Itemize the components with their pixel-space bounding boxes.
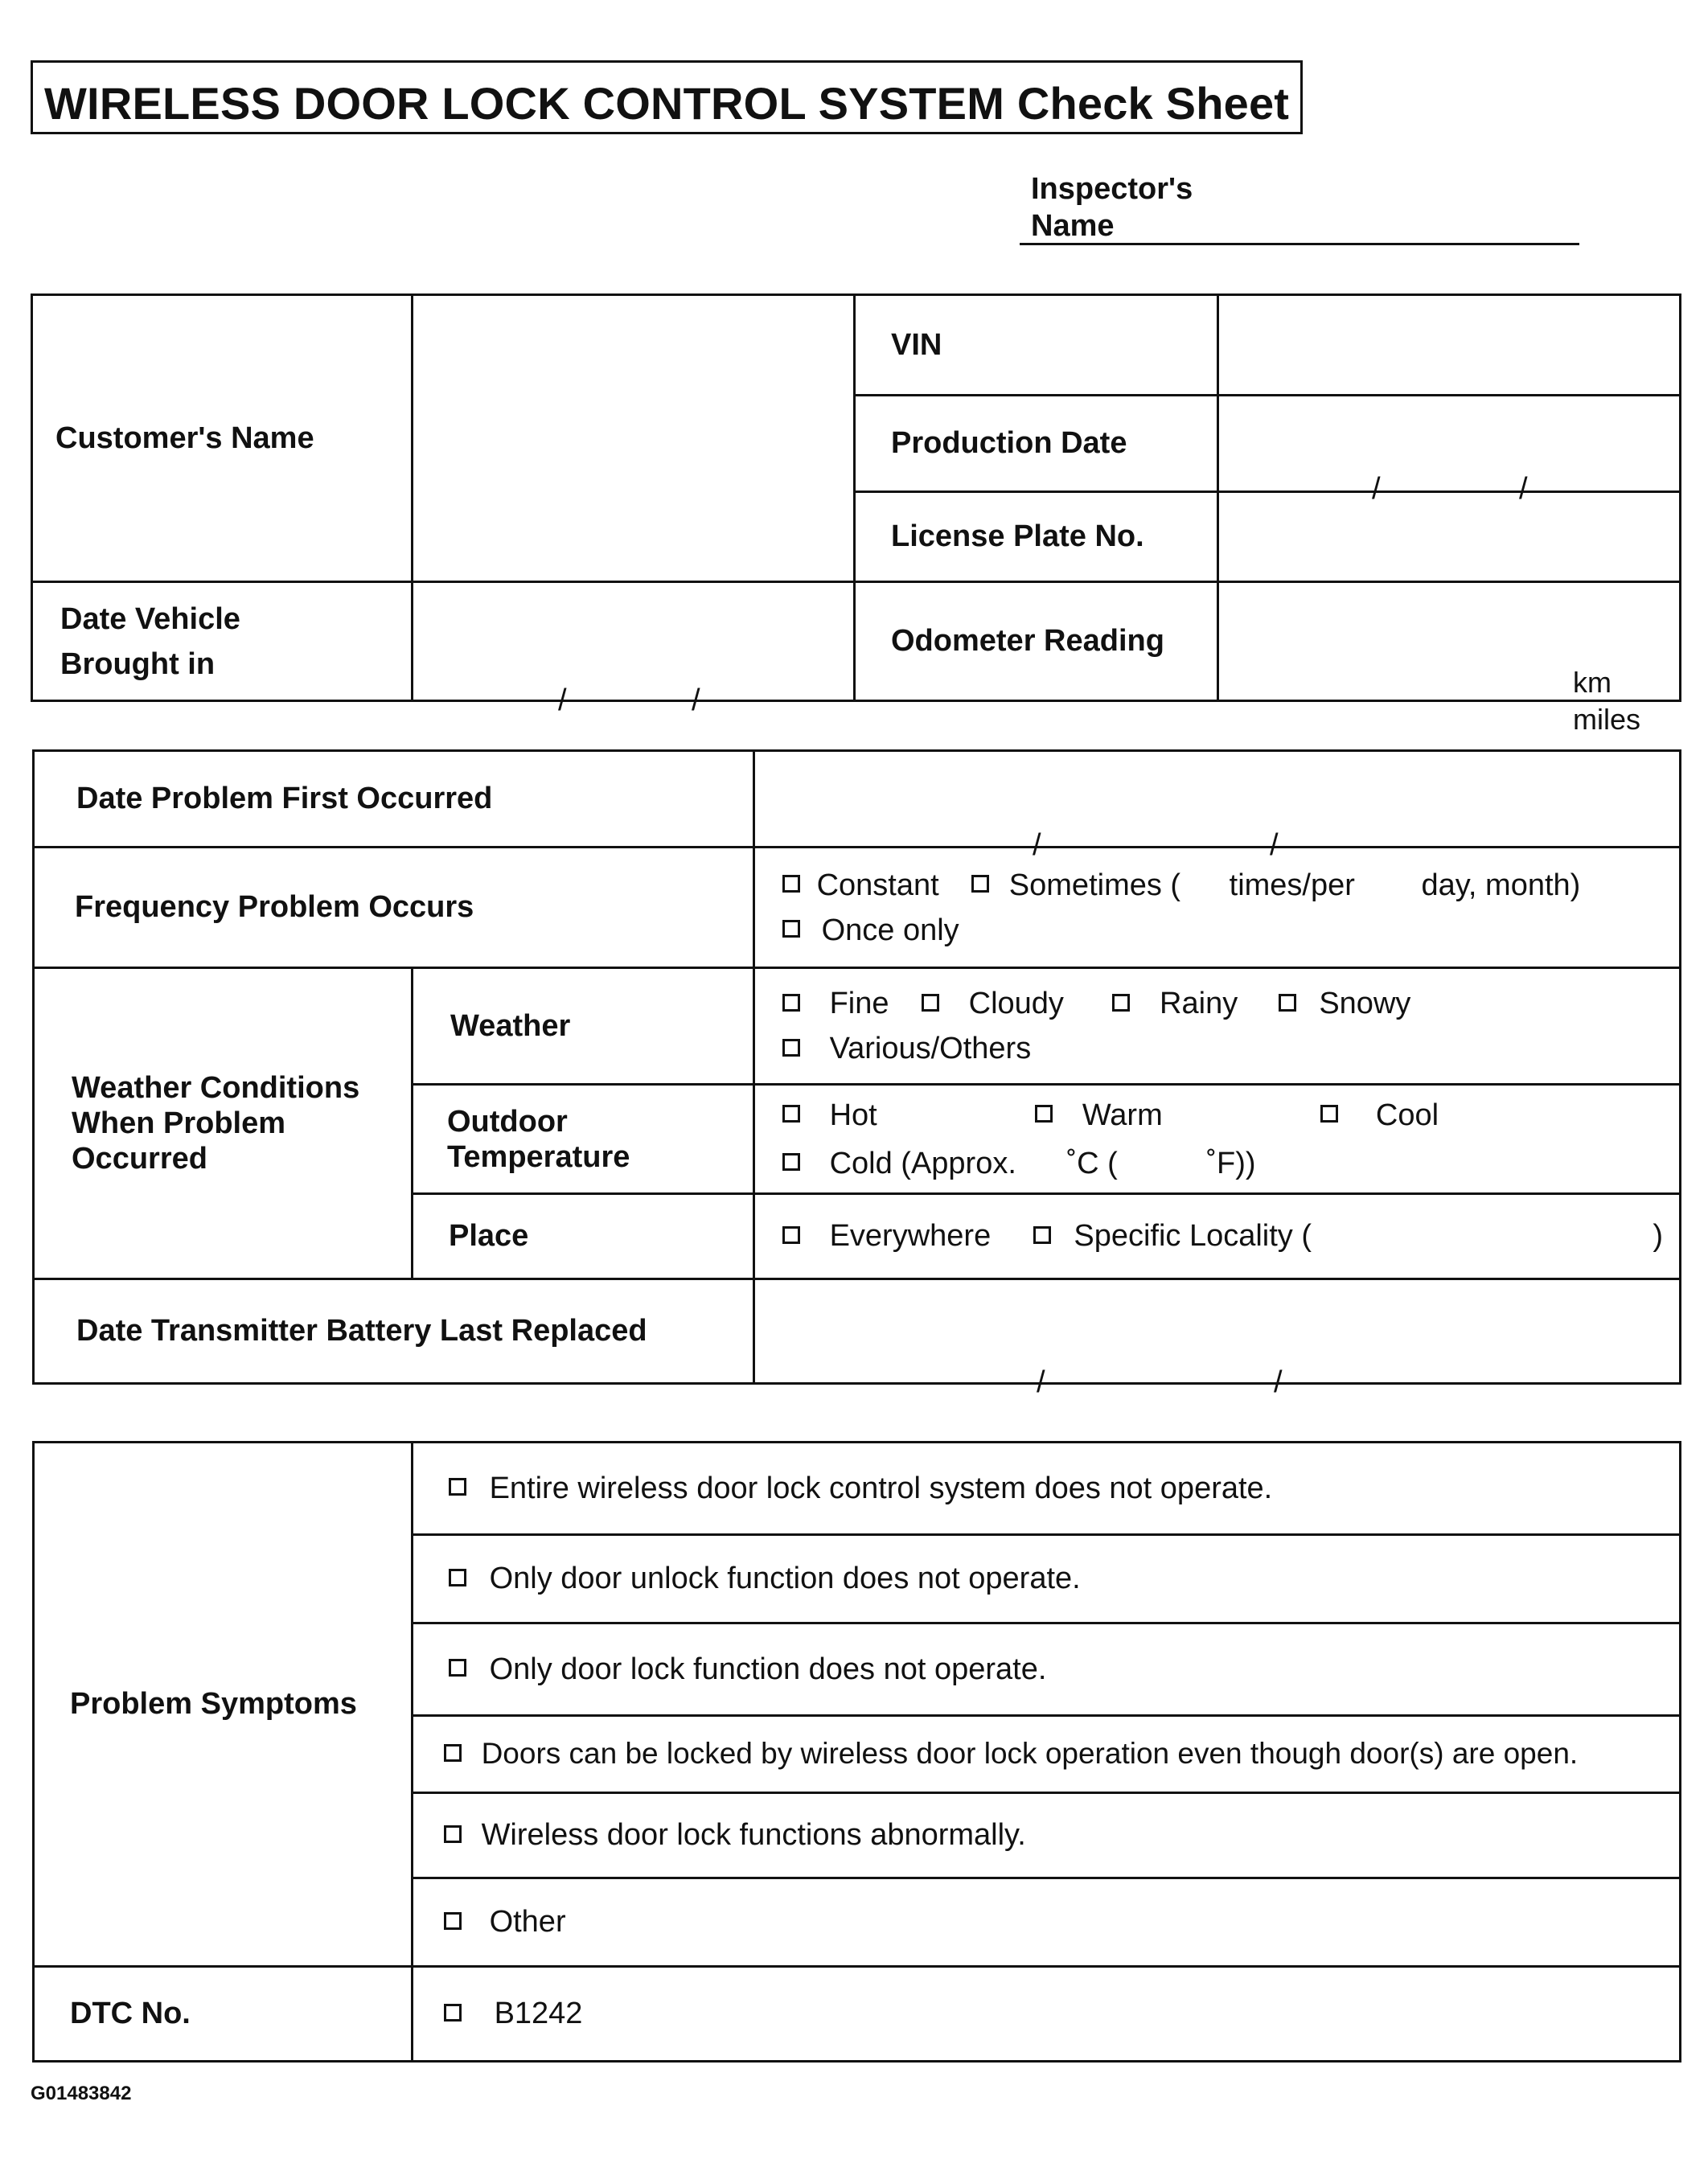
symptom-row (413, 1878, 1681, 1967)
option-day-month: day, month) (1421, 868, 1581, 902)
vin-label: VIN (855, 295, 1218, 396)
checkbox-sometimes[interactable] (971, 875, 989, 893)
production-date-field[interactable] (1218, 396, 1681, 506)
date-slash: / (1033, 827, 1041, 862)
checkbox-once-only[interactable] (782, 920, 800, 938)
frequency-options (754, 848, 1681, 968)
symptom-text: Doors can be locked by wireless door lock operation even though door(s) are open. (481, 1737, 1579, 1770)
option-cloudy: Cloudy (968, 987, 1064, 1020)
odometer-unit-km: km (1573, 665, 1612, 699)
inspector-label-line2: Name (1031, 209, 1115, 243)
inspector-label (1031, 170, 1193, 244)
problem-symptoms-label: Problem Symptoms (34, 1443, 413, 1967)
checkbox-cool[interactable] (1320, 1105, 1338, 1123)
inspector-name-field[interactable] (1020, 243, 1579, 245)
checkbox-symptom[interactable] (449, 1478, 466, 1496)
date-brought-in-field[interactable] (413, 582, 855, 717)
option-once-only: Once only (821, 913, 959, 947)
date-slash: / (558, 683, 567, 717)
option-snowy: Snowy (1319, 987, 1411, 1020)
page-title: WIRELESS DOOR LOCK CONTROL SYSTEM Check Sheet (44, 78, 1290, 129)
date-first-occurred-label: Date Problem First Occurred (34, 751, 754, 848)
symptoms-table (32, 1441, 1681, 2063)
customer-name-field[interactable] (413, 295, 855, 582)
symptom-text: Other (489, 1905, 566, 1939)
vin-field[interactable] (1218, 295, 1681, 396)
date-slash: / (1274, 1365, 1283, 1399)
weather-label: Weather (413, 968, 754, 1085)
checkbox-rainy[interactable] (1112, 994, 1130, 1012)
weather-conditions-label-line2: When Problem (72, 1106, 286, 1140)
option-constant: Constant (816, 868, 939, 902)
outdoor-temperature-label (413, 1085, 754, 1194)
dtc-value: B1242 (494, 1997, 583, 2030)
outdoor-temperature-label-line2: Temperature (447, 1139, 630, 1174)
checkbox-symptom[interactable] (449, 1569, 466, 1586)
option-sometimes: Sometimes ( (1008, 868, 1181, 902)
symptom-row (413, 1623, 1681, 1716)
odometer-unit-miles: miles (1573, 702, 1641, 736)
license-plate-field[interactable] (1218, 492, 1681, 582)
inspector-label-line1: Inspector's (1031, 172, 1193, 206)
date-brought-in-label (32, 582, 413, 701)
place-label: Place (413, 1194, 754, 1279)
weather-options (754, 968, 1681, 1085)
option-hot: Hot (829, 1098, 877, 1132)
odometer-field[interactable] (1218, 582, 1681, 736)
place-options (754, 1194, 1681, 1279)
date-slash: / (692, 683, 700, 717)
weather-conditions-label (34, 968, 413, 1279)
symptom-row (413, 1716, 1681, 1793)
production-date-label: Production Date (855, 396, 1218, 492)
option-everywhere: Everywhere (829, 1219, 992, 1253)
checkbox-fine[interactable] (782, 994, 800, 1012)
option-warm: Warm (1082, 1098, 1163, 1132)
option-fahrenheit: ˚F)) (1206, 1146, 1256, 1180)
date-slash: / (1037, 1365, 1045, 1399)
option-fine: Fine (829, 987, 889, 1020)
date-brought-in-label-line2: Brought in (60, 646, 216, 681)
vehicle-info-table (31, 293, 1681, 736)
checkbox-cloudy[interactable] (922, 994, 939, 1012)
frequency-label: Frequency Problem Occurs (34, 848, 754, 968)
checkbox-warm[interactable] (1035, 1105, 1053, 1123)
option-rainy: Rainy (1160, 987, 1238, 1020)
date-brought-in-label-line1: Date Vehicle (60, 601, 240, 636)
symptom-row (413, 1793, 1681, 1878)
checkbox-symptom[interactable] (449, 1659, 466, 1677)
battery-replaced-label: Date Transmitter Battery Last Replaced (34, 1279, 754, 1384)
figure-code: G01483842 (31, 2083, 132, 2104)
option-various: Various/Others (829, 1032, 1032, 1065)
conditions-table (32, 749, 1681, 1399)
temperature-options (754, 1085, 1681, 1194)
date-slash: / (1372, 471, 1381, 506)
checkbox-snowy[interactable] (1279, 994, 1296, 1012)
option-specific-locality-close: ) (1653, 1219, 1664, 1253)
weather-conditions-label-line3: Occurred (72, 1142, 207, 1176)
checkbox-specific-locality[interactable] (1033, 1226, 1051, 1244)
date-first-occurred-field[interactable] (754, 751, 1681, 862)
checkbox-symptom[interactable] (444, 1912, 462, 1930)
option-celsius: ˚C ( (1066, 1146, 1118, 1180)
license-plate-label: License Plate No. (855, 492, 1218, 582)
checkbox-everywhere[interactable] (782, 1226, 800, 1244)
symptom-row (413, 1535, 1681, 1623)
outdoor-temperature-label-line1: Outdoor (447, 1104, 568, 1139)
checkbox-hot[interactable] (782, 1105, 800, 1123)
checkbox-constant[interactable] (782, 875, 800, 893)
option-times-per: times/per (1229, 868, 1355, 902)
odometer-label: Odometer Reading (855, 582, 1218, 701)
option-cold: Cold (Approx. (829, 1146, 1016, 1180)
checkbox-various[interactable] (782, 1039, 800, 1057)
dtc-row (413, 1967, 1681, 2062)
symptom-text: Wireless door lock functions abnormally. (481, 1818, 1026, 1852)
checkbox-symptom[interactable] (444, 1825, 462, 1843)
battery-replaced-field[interactable] (754, 1279, 1681, 1399)
title-box (31, 60, 1303, 134)
checkbox-dtc[interactable] (444, 2004, 462, 2021)
checkbox-symptom[interactable] (444, 1744, 462, 1762)
option-cool: Cool (1375, 1098, 1439, 1132)
symptom-text: Only door lock function does not operate. (489, 1652, 1047, 1686)
dtc-label: DTC No. (34, 1967, 413, 2062)
customer-name-label: Customer's Name (32, 295, 413, 582)
symptom-text: Entire wireless door lock control system does not operate. (489, 1471, 1273, 1505)
symptom-text: Only door unlock function does not operate. (489, 1562, 1081, 1595)
symptom-row (413, 1443, 1681, 1535)
checkbox-cold[interactable] (782, 1153, 800, 1171)
date-slash: / (1519, 471, 1528, 506)
option-specific-locality: Specific Locality ( (1074, 1219, 1312, 1253)
date-slash: / (1270, 827, 1279, 862)
weather-conditions-label-line1: Weather Conditions (72, 1071, 360, 1105)
